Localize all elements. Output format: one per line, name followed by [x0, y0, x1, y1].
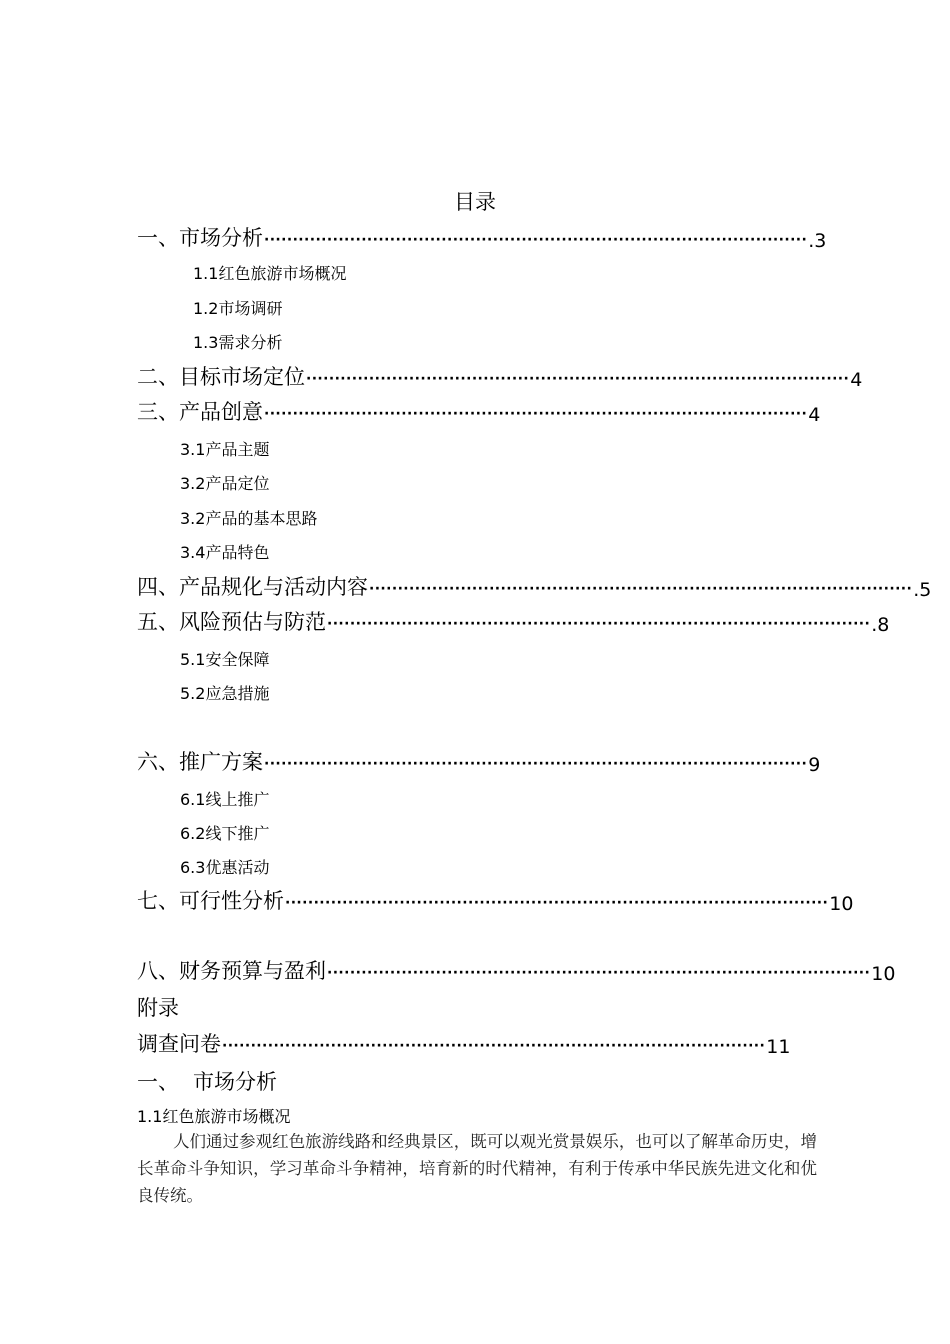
toc-entry-number: 五、	[137, 610, 179, 634]
toc-entry-number: 二、	[137, 365, 179, 389]
toc-entry-label: 推广方案	[179, 750, 263, 774]
toc-entry-number: 八、	[137, 959, 179, 983]
toc-entry-target-market[interactable]	[137, 363, 863, 391]
toc-subentry-label: 3.4产品特色	[180, 543, 270, 562]
section-heading	[137, 1066, 277, 1096]
toc-subentry-label: 5.1安全保障	[180, 650, 270, 669]
toc-subentry-1-2[interactable]	[193, 295, 282, 319]
toc-page-number: .3	[808, 230, 827, 252]
toc-leader-dots: ·······························································································	[306, 371, 850, 387]
toc-subentry-3-4[interactable]	[180, 539, 269, 563]
toc-page-number: 4	[850, 369, 863, 391]
toc-leader-dots: ·······························································································	[285, 895, 829, 911]
toc-subentry-label: 1.2市场调研	[193, 299, 283, 318]
toc-page-number: 4	[808, 404, 821, 426]
section-heading-number: 一、	[137, 1070, 179, 1094]
toc-subentry-label: 6.3优惠活动	[180, 858, 270, 877]
toc-entry-product-planning[interactable]	[137, 573, 932, 601]
toc-subentry-1-3[interactable]	[193, 329, 282, 353]
section-subheading: 1.1红色旅游市场概况	[137, 1107, 291, 1126]
toc-page-number: .8	[871, 614, 890, 636]
toc-entry-number: 四、	[137, 575, 179, 599]
toc-subentry-6-1[interactable]	[180, 786, 269, 810]
toc-entry-label: 附录	[137, 996, 179, 1020]
toc-entry-label: 产品创意	[179, 400, 263, 424]
toc-page-number: 9	[808, 754, 821, 776]
toc-entry-feasibility[interactable]	[137, 887, 854, 915]
toc-entry-label: 可行性分析	[179, 889, 284, 913]
toc-subentry-label: 6.2线下推广	[180, 824, 270, 843]
toc-subentry-label: 3.2产品的基本思路	[180, 509, 318, 528]
toc-entry-finance[interactable]	[137, 957, 896, 985]
toc-page-number: .5	[913, 579, 932, 601]
toc-subentry-label: 1.1红色旅游市场概况	[193, 264, 347, 283]
toc-entry-label: 市场分析	[179, 226, 263, 250]
toc-entry-label: 目标市场定位	[179, 365, 305, 389]
toc-entry-label: 财务预算与盈利	[179, 959, 326, 983]
toc-subentry-5-1[interactable]	[180, 646, 269, 670]
toc-leader-dots: ·······························································································	[369, 581, 913, 597]
body-paragraph: 人们通过参观红色旅游线路和经典景区，既可以观光赏景娱乐，也可以了解革命历史，增长革命斗争知识，学习革命斗争精神，培育新的时代精神，有利于传承中华民族先进文化和优良传统。	[137, 1132, 817, 1205]
toc-entry-number: 三、	[137, 400, 179, 424]
toc-entry-number: 七、	[137, 889, 179, 913]
toc-leader-dots: ·······························································································	[264, 756, 808, 772]
toc-subentry-label: 1.3需求分析	[193, 333, 283, 352]
toc-subentry-5-2[interactable]	[180, 680, 269, 704]
toc-entry-label: 产品规化与活动内容	[179, 575, 368, 599]
toc-entry-number: 一、	[137, 226, 179, 250]
toc-page-number: 11	[766, 1036, 791, 1058]
toc-entry-questionnaire[interactable]	[137, 1030, 791, 1058]
toc-entry-label: 调查问卷	[137, 1032, 221, 1056]
toc-leader-dots: ·······························································································	[327, 616, 871, 632]
toc-entry-label: 风险预估与防范	[179, 610, 326, 634]
toc-subentry-label: 6.1线上推广	[180, 790, 270, 809]
toc-leader-dots: ·······························································································	[327, 965, 871, 981]
section-heading-label: 市场分析	[193, 1070, 277, 1094]
toc-title: 目录	[454, 190, 496, 214]
toc-subentry-6-2[interactable]	[180, 820, 269, 844]
toc-entry-risk[interactable]	[137, 608, 890, 636]
toc-subentry-label: 5.2应急措施	[180, 684, 270, 703]
toc-subentry-6-3[interactable]	[180, 854, 269, 878]
toc-entry-product-idea[interactable]	[137, 398, 821, 426]
toc-entry-market-analysis[interactable]	[137, 224, 827, 252]
toc-page-number: 10	[829, 893, 854, 915]
toc-entry-number: 六、	[137, 750, 179, 774]
toc-subentry-1-1[interactable]	[193, 260, 346, 284]
toc-entry-appendix[interactable]	[137, 994, 179, 1022]
toc-page-number: 10	[871, 963, 896, 985]
toc-leader-dots: ·······························································································	[264, 232, 808, 248]
toc-subentry-label: 3.2产品定位	[180, 474, 270, 493]
toc-subentry-3-2b[interactable]	[180, 505, 317, 529]
toc-subentry-3-1[interactable]	[180, 436, 269, 460]
toc-subentry-3-2[interactable]	[180, 470, 269, 494]
toc-leader-dots: ·······························································································	[264, 406, 808, 422]
toc-leader-dots: ·······························································································	[222, 1038, 766, 1054]
toc-subentry-label: 3.1产品主题	[180, 440, 270, 459]
toc-entry-promotion[interactable]	[137, 748, 821, 776]
